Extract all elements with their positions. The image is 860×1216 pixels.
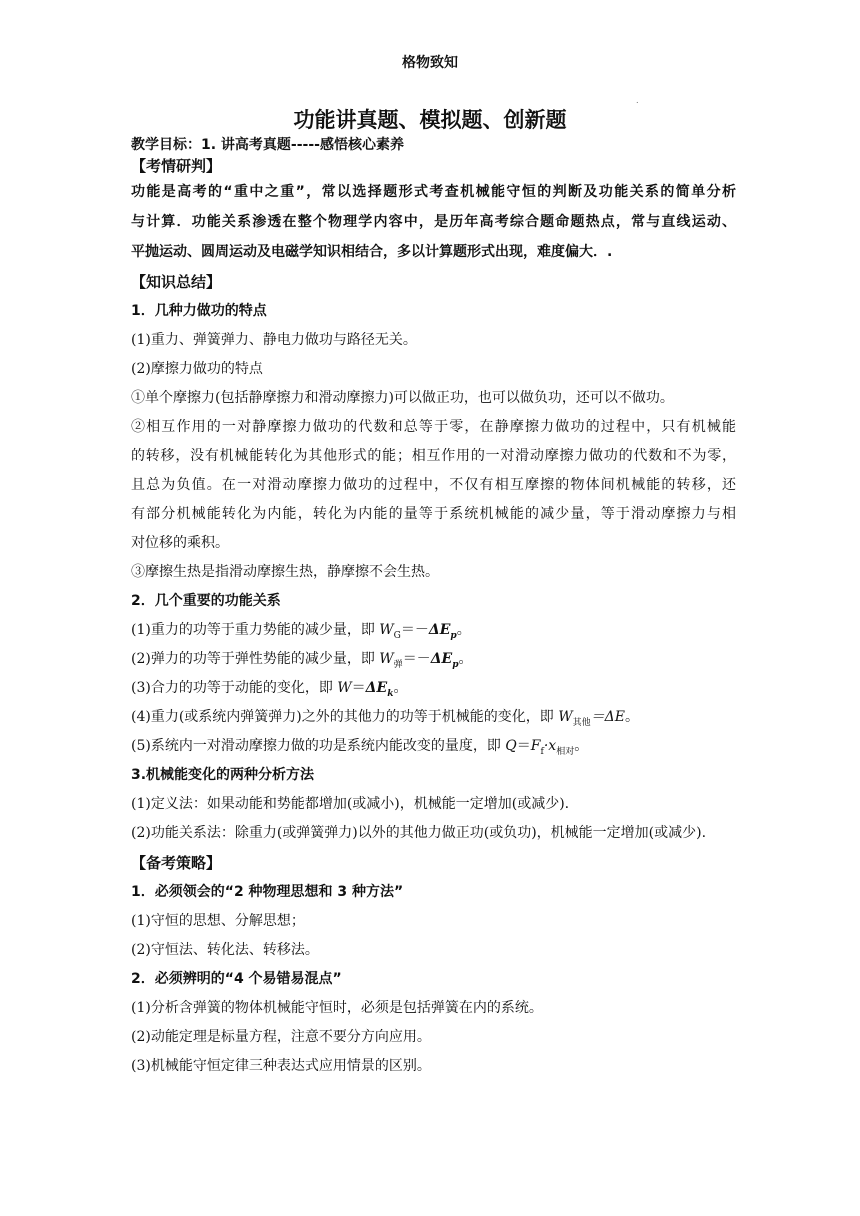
formula-subscript: p: [452, 659, 459, 670]
strategy-2-item-2: (2)动能定理是标量方程，注意不要分方向应用。: [131, 1029, 431, 1045]
formula-subscript: 相对: [556, 746, 575, 757]
knowledge-paragraph-line: 对位移的乘积。: [131, 535, 229, 551]
section-heading-exam-analysis: 【考情研判】: [131, 157, 222, 175]
formula-line-5: [131, 732, 736, 761]
knowledge-3-item-2: (2)功能关系法：除重力(或弹簧弹力)以外的其他力做正功(或负功)，机械能一定增加(或减少).: [131, 825, 707, 841]
document-title: 功能讲真题、模拟题、创新题: [293, 108, 567, 132]
section-heading-knowledge: 【知识总结】: [131, 273, 222, 291]
knowledge-1-item-3: ①单个摩擦力(包括静摩擦力和滑动摩擦力)可以做正功，也可以做负功，还可以不做功。: [131, 390, 674, 406]
knowledge-paragraph-line: ②相互作用的一对静摩擦力做功的代数和总等于零，在静摩擦力做功的过程中，只有机械能: [131, 419, 736, 435]
knowledge-1-item-5: ③摩擦生热是指滑动摩擦生热，静摩擦不会生热。: [131, 564, 439, 580]
formula-line-1: [131, 616, 736, 645]
strategy-2-item-3: (3)机械能守恒定律三种表达式应用情景的区别。: [131, 1058, 431, 1074]
formula-line-2: [131, 645, 736, 674]
knowledge-1-item-1: (1)重力、弹簧弹力、静电力做功与路径无关。: [131, 332, 417, 348]
formula-text: (4)重力(或系统内弹簧弹力)之外的其他力的功等于机械能的变化，即: [131, 709, 559, 725]
knowledge-paragraph-line: 的转移，没有机械能转化为其他形式的能；相互作用的一对滑动摩擦力做功的代数和不为零，: [131, 448, 736, 464]
teaching-goal: 教学目标：1. 讲高考真题-----感悟核心素养: [131, 137, 404, 153]
formula-symbol: ·x: [543, 738, 557, 754]
formula-text: (2)弹力的功等于弹性势能的减少量，即: [131, 651, 380, 667]
knowledge-paragraph-line: 有部分机械能转化为内能，转化为内能的量等于系统机械能的减少量，等于滑动摩擦力与相: [131, 506, 736, 522]
formula-symbol: ΔE: [365, 680, 388, 696]
strategy-heading-1: 1．必须领会的“2 种物理思想和 3 种方法”: [131, 884, 404, 900]
formula-line-4: [131, 703, 736, 732]
formula-text: (1)重力的功等于重力势能的减少量，即: [131, 622, 380, 638]
strategy-1-item-2: (2)守恒法、转化法、转移法。: [131, 942, 319, 958]
strategy-heading-2: 2．必须辨明的“4 个易错易混点”: [131, 971, 342, 987]
formula-operator: ＝－: [400, 622, 429, 638]
formula-subscript: f: [540, 746, 544, 757]
strategy-2-item-1: (1)分析含弹簧的物体机械能守恒时，必须是包括弹簧在内的系统。: [131, 1000, 543, 1016]
intro-line-1: 功能是高考的“重中之重”，常以选择题形式考查机械能守恒的判断及功能关系的简单分析: [131, 184, 736, 200]
formula-symbol: W: [379, 651, 394, 667]
knowledge-heading-2: 2．几个重要的功能关系: [131, 593, 281, 609]
knowledge-heading-1: 1．几种力做功的特点: [131, 303, 267, 319]
formula-symbol: ΔE: [430, 651, 453, 667]
knowledge-paragraph-line: 且总为负值。在一对滑动摩擦力做功的过程中，不仅有相互摩擦的物体间机械能的转移，还: [131, 477, 736, 493]
strategy-1-item-1: (1)守恒的思想、分解思想；: [131, 913, 305, 929]
formula-symbol: F: [530, 738, 541, 754]
formula-line-3: [131, 674, 736, 703]
formula-symbol: Q: [505, 738, 517, 754]
formula-end: 。: [574, 738, 589, 754]
knowledge-1-item-2: (2)摩擦力做功的特点: [131, 361, 263, 377]
formula-text: (5)系统内一对滑动摩擦力做的功是系统内能改变的量度，即: [131, 738, 506, 754]
formula-subscript: k: [387, 688, 394, 699]
formula-operator: ＝－: [402, 651, 431, 667]
formula-end: 。: [456, 622, 471, 638]
formula-end: 。: [624, 709, 639, 725]
formula-symbol: W: [558, 709, 573, 725]
formula-end: 。: [458, 651, 473, 667]
intro-line-2: 与计算．功能关系渗透在整个物理学内容中，是历年高考综合题命题热点，常与直线运动、: [131, 214, 736, 230]
formula-text: (3)合力的功等于动能的变化，即: [131, 680, 338, 696]
formula-subscript: 弹: [393, 659, 403, 670]
formula-symbol: ΔE: [428, 622, 451, 638]
formula-symbol: W: [337, 680, 352, 696]
page-header: 格物致知: [402, 55, 458, 71]
formula-subscript: p: [450, 630, 457, 641]
formula-symbol: W: [379, 622, 394, 638]
knowledge-3-item-1: (1)定义法：如果动能和势能都增加(或减小)，机械能一定增加(或减少).: [131, 796, 570, 812]
formula-operator: ＝: [516, 738, 531, 754]
knowledge-heading-3: 3.机械能变化的两种分析方法: [131, 767, 315, 783]
section-heading-strategy: 【备考策略】: [131, 854, 222, 872]
intro-line-3: 平抛运动、圆周运动及电磁学知识相结合，多以计算题形式出现，难度偏大．.: [131, 244, 613, 260]
formula-operator: ＝: [351, 680, 366, 696]
formula-end: 。: [393, 680, 408, 696]
document-body: [131, 135, 736, 1081]
formula-subscript: G: [393, 630, 401, 641]
formula-subscript: 其他: [572, 717, 591, 728]
formula-operator: ＝ΔE: [590, 709, 625, 725]
decorative-dot: .: [636, 96, 639, 105]
